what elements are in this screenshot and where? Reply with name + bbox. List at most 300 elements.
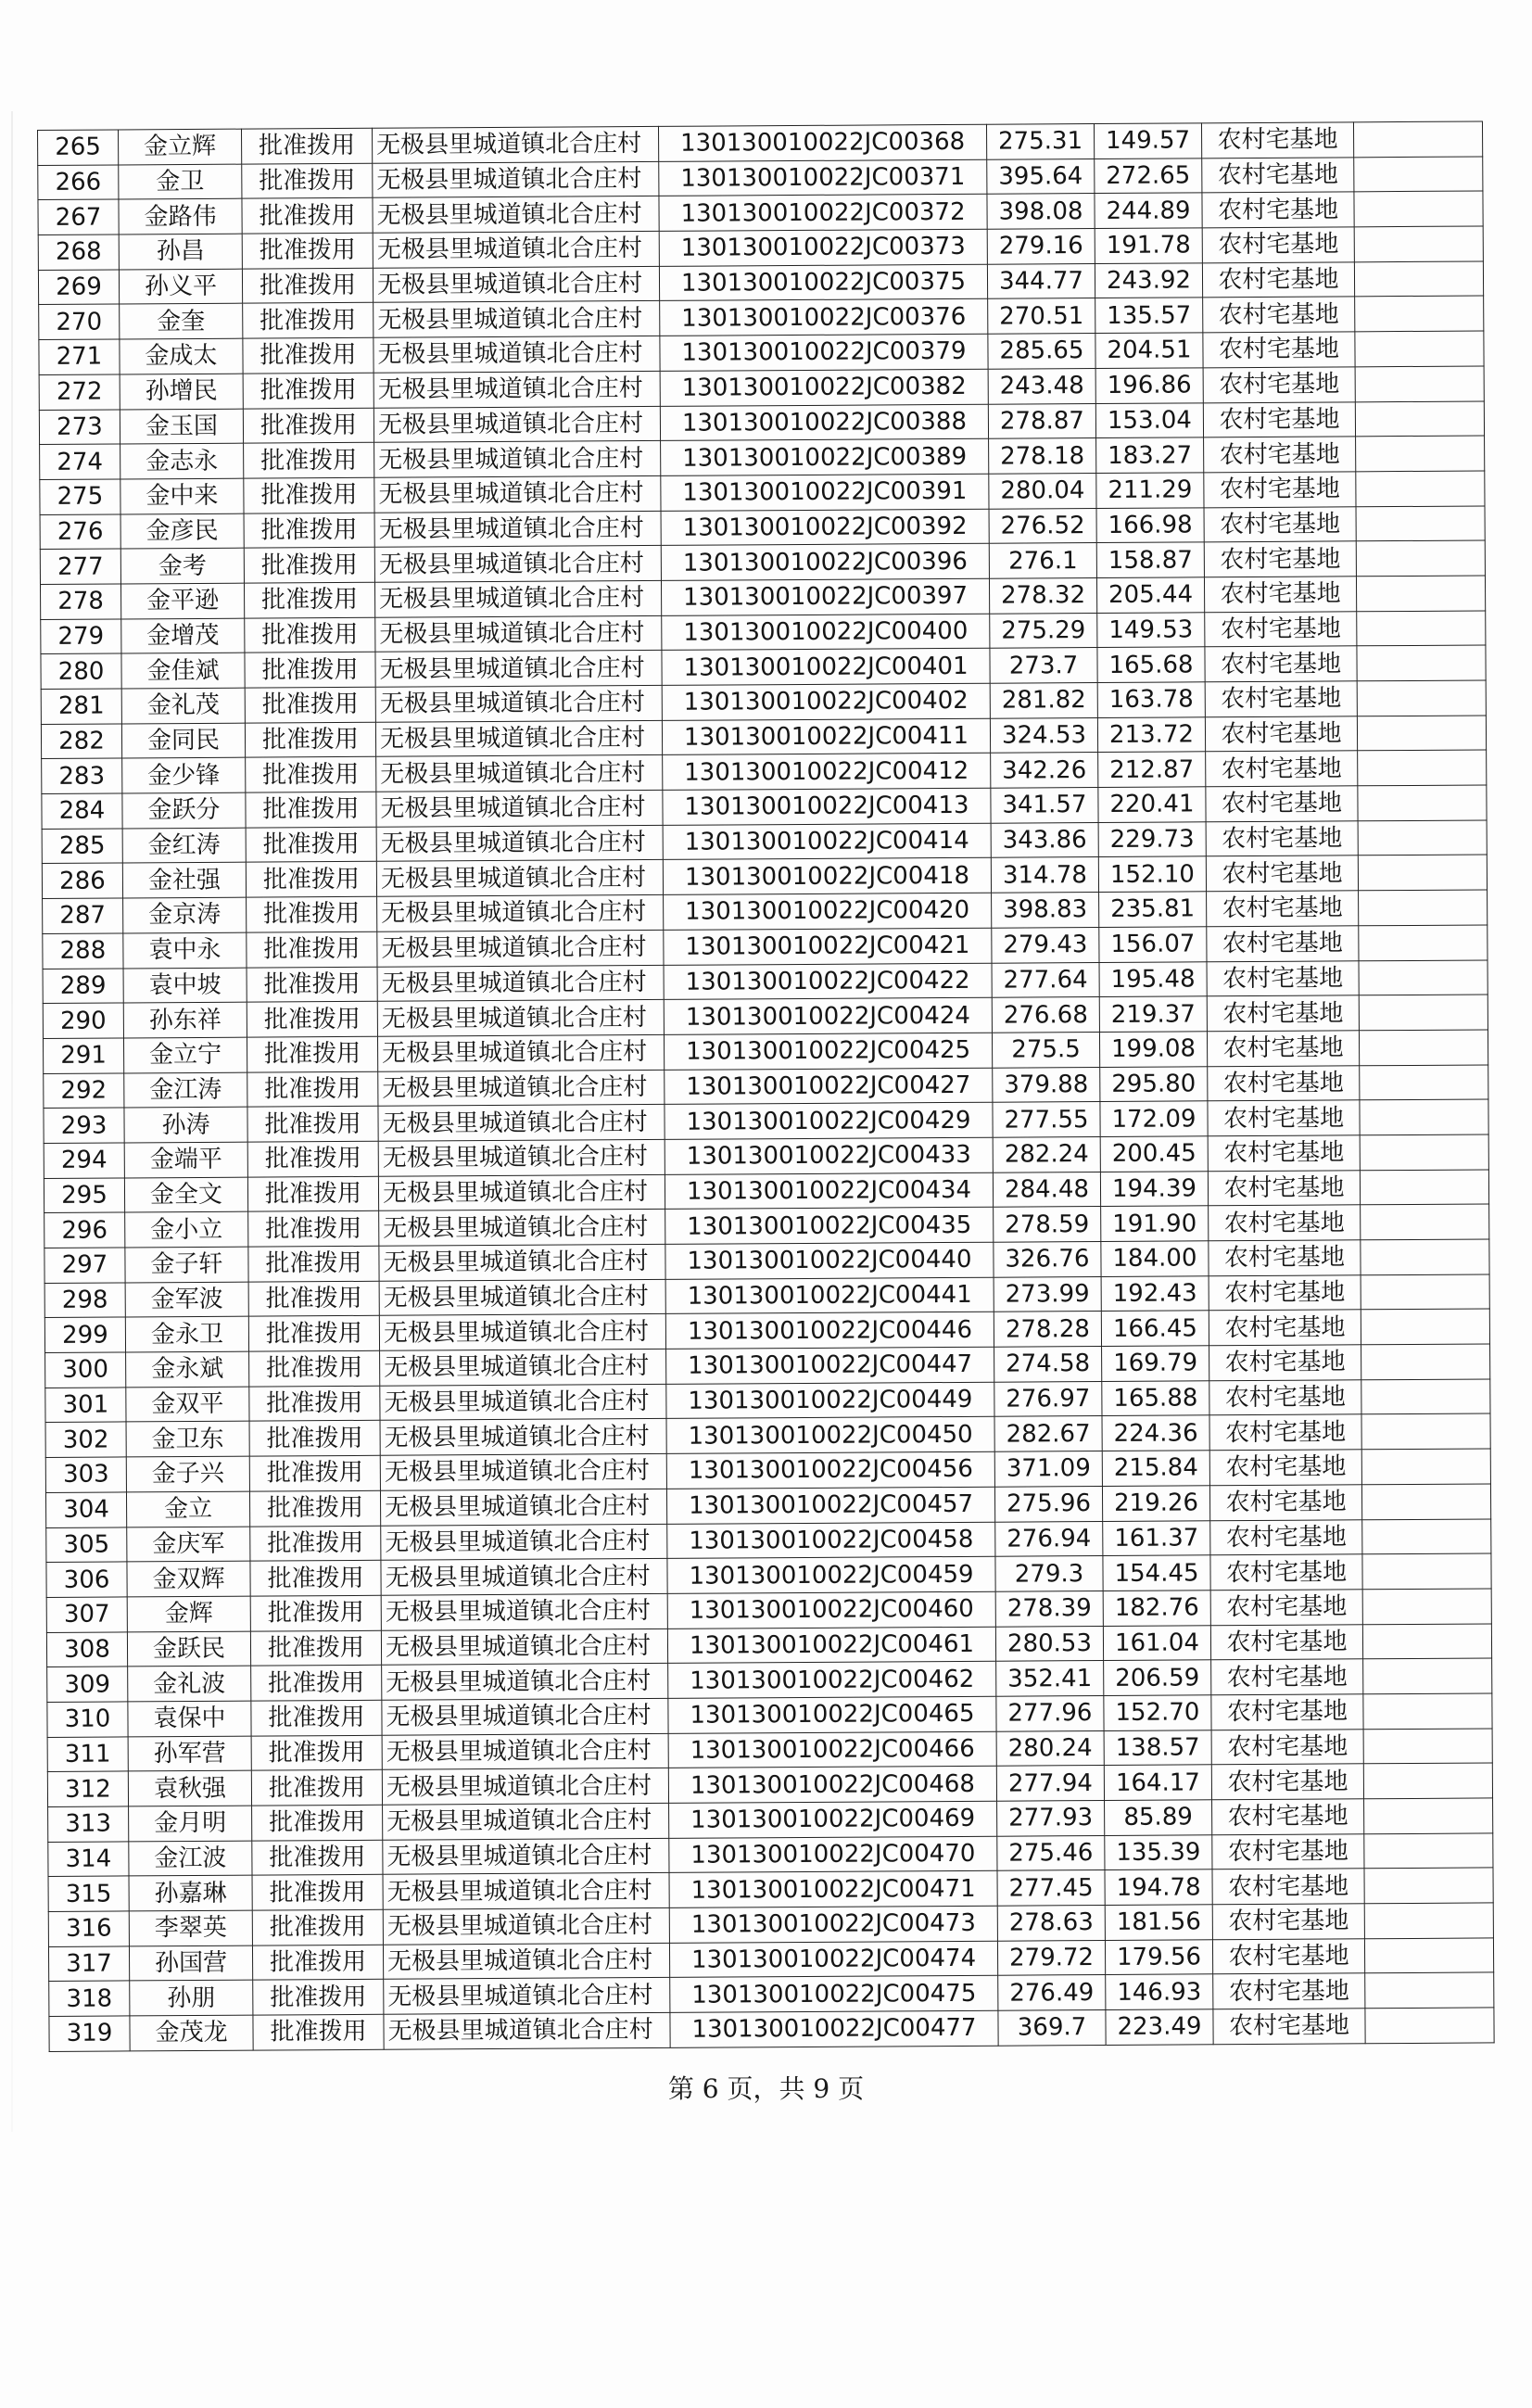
building-area-cell: 229.73: [1098, 822, 1206, 857]
building-area-cell: 206.59: [1104, 1660, 1211, 1695]
land-use-cell: 农村宅基地: [1212, 1799, 1364, 1835]
blank-cell: [1356, 506, 1485, 542]
approval-type-cell: 批准拨用: [249, 1350, 380, 1387]
approval-type-cell: 批准拨用: [253, 2014, 384, 2050]
land-use-cell: 农村宅基地: [1209, 1485, 1361, 1521]
building-area-cell: 200.45: [1100, 1136, 1208, 1172]
row-number-cell: 308: [46, 1631, 127, 1667]
land-use-cell: 农村宅基地: [1211, 1729, 1363, 1765]
row-number-cell: 272: [39, 374, 120, 410]
building-area-cell: 195.48: [1099, 961, 1207, 996]
building-area-cell: 204.51: [1095, 333, 1203, 368]
building-area-cell: 191.90: [1101, 1206, 1209, 1241]
building-area-cell: 153.04: [1095, 402, 1203, 437]
blank-cell: [1355, 400, 1484, 437]
parcel-location-cell: 无极县里城道镇北合庄村: [375, 720, 662, 757]
registry-table-body: [38, 121, 1495, 2051]
row-number-cell: 278: [40, 584, 120, 619]
parcel-code-cell: 130130010022JC00396: [661, 543, 989, 580]
parcel-code-cell: 130130010022JC00441: [665, 1277, 994, 1314]
blank-cell: [1360, 1065, 1488, 1101]
parcel-location-cell: 无极县里城道镇北合庄村: [380, 1349, 666, 1386]
building-area-cell: 205.44: [1096, 577, 1204, 613]
parcel-code-cell: 130130010022JC00422: [664, 963, 992, 1000]
parcel-code-cell: 130130010022JC00471: [669, 1871, 997, 1908]
building-area-cell: 161.37: [1103, 1520, 1210, 1555]
owner-name-cell: 孙涛: [124, 1107, 247, 1142]
owner-name-cell: 金京涛: [123, 897, 247, 932]
land-area-cell: 277.94: [996, 1766, 1104, 1801]
building-area-cell: 191.78: [1095, 228, 1202, 263]
land-use-cell: 农村宅基地: [1202, 192, 1354, 228]
building-area-cell: 194.78: [1105, 1869, 1212, 1905]
land-area-cell: 270.51: [988, 298, 1095, 334]
owner-name-cell: 孙朋: [130, 1981, 253, 2016]
blank-cell: [1358, 820, 1487, 856]
land-area-cell: 343.86: [991, 822, 1098, 857]
blank-cell: [1364, 1938, 1493, 1974]
approval-type-cell: 批准拨用: [252, 1945, 383, 1981]
parcel-code-cell: 130130010022JC00388: [660, 404, 988, 441]
parcel-location-cell: 无极县里城道镇北合庄村: [373, 266, 659, 303]
parcel-location-cell: 无极县里城道镇北合庄村: [373, 231, 659, 268]
parcel-code-cell: 130130010022JC00465: [668, 1696, 996, 1733]
building-area-cell: 149.53: [1097, 612, 1205, 647]
blank-cell: [1357, 611, 1486, 647]
land-use-cell: 农村宅基地: [1204, 541, 1356, 577]
land-area-cell: 277.45: [997, 1870, 1105, 1906]
row-number-cell: 315: [48, 1876, 129, 1911]
building-area-cell: 158.87: [1096, 542, 1204, 577]
land-use-cell: 农村宅基地: [1208, 1170, 1360, 1206]
blank-cell: [1354, 261, 1483, 298]
approval-type-cell: 批准拨用: [243, 408, 374, 444]
owner-name-cell: 金江涛: [124, 1072, 247, 1108]
parcel-location-cell: 无极县里城道镇北合庄村: [378, 1105, 665, 1142]
parcel-location-cell: 无极县里城道镇北合庄村: [380, 1384, 666, 1421]
owner-name-cell: 孙军营: [128, 1736, 251, 1771]
approval-type-cell: 批准拨用: [248, 1281, 379, 1317]
parcel-location-cell: 无极县里城道镇北合庄村: [384, 2012, 670, 2049]
row-number-cell: 299: [44, 1317, 125, 1352]
blank-cell: [1364, 1868, 1493, 1904]
land-area-cell: 274.58: [994, 1347, 1102, 1382]
parcel-location-cell: 无极县里城道镇北合庄村: [380, 1454, 666, 1491]
row-number-cell: 276: [40, 514, 120, 550]
land-area-cell: 280.53: [995, 1626, 1103, 1661]
parcel-location-cell: 无极县里城道镇北合庄村: [374, 371, 660, 408]
row-number-cell: 309: [47, 1667, 128, 1702]
land-use-cell: 农村宅基地: [1209, 1310, 1361, 1346]
building-area-cell: 182.76: [1103, 1591, 1210, 1626]
approval-type-cell: 批准拨用: [247, 1001, 377, 1037]
building-area-cell: 146.93: [1106, 1974, 1213, 2009]
blank-cell: [1361, 1204, 1489, 1240]
land-area-cell: 276.49: [998, 1975, 1106, 2010]
land-area-cell: 275.46: [997, 1835, 1105, 1870]
land-use-cell: 农村宅基地: [1212, 1939, 1364, 1975]
blank-cell: [1357, 645, 1486, 681]
approval-type-cell: 批准拨用: [248, 1211, 379, 1248]
row-number-cell: 266: [38, 165, 119, 200]
parcel-location-cell: 无极县里城道镇北合庄村: [374, 475, 661, 513]
approval-type-cell: 批准拨用: [247, 1036, 377, 1072]
land-use-cell: 农村宅基地: [1213, 2009, 1365, 2045]
land-use-cell: 农村宅基地: [1203, 297, 1355, 333]
blank-cell: [1355, 331, 1484, 367]
building-area-cell: 212.87: [1098, 752, 1206, 787]
building-area-cell: 149.57: [1094, 123, 1201, 158]
approval-type-cell: 批准拨用: [245, 617, 375, 653]
building-area-cell: 199.08: [1099, 1032, 1207, 1067]
parcel-code-cell: 130130010022JC00473: [669, 1906, 997, 1943]
approval-type-cell: 批准拨用: [242, 233, 373, 269]
land-use-cell: 农村宅基地: [1206, 751, 1358, 787]
blank-cell: [1362, 1518, 1491, 1554]
parcel-location-cell: 无极县里城道镇北合庄村: [376, 860, 663, 897]
approval-type-cell: 批准拨用: [245, 687, 375, 723]
building-area-cell: 166.98: [1096, 507, 1204, 542]
land-area-cell: 342.26: [991, 753, 1098, 788]
owner-name-cell: 袁中坡: [123, 968, 247, 1003]
owner-name-cell: 金礼波: [128, 1666, 251, 1701]
building-area-cell: 164.17: [1104, 1765, 1211, 1800]
blank-cell: [1358, 750, 1487, 786]
row-number-cell: 296: [44, 1212, 125, 1248]
blank-cell: [1359, 925, 1488, 961]
building-area-cell: 223.49: [1106, 2009, 1213, 2045]
land-area-cell: 279.72: [997, 1940, 1105, 1975]
land-area-cell: 275.31: [986, 124, 1094, 159]
land-area-cell: 277.55: [993, 1102, 1100, 1137]
row-number-cell: 279: [41, 619, 121, 654]
owner-name-cell: 金社强: [122, 863, 246, 898]
owner-name-cell: 金同民: [121, 723, 245, 758]
owner-name-cell: 金立: [126, 1491, 249, 1527]
land-use-cell: 农村宅基地: [1203, 332, 1355, 368]
parcel-code-cell: 130130010022JC00400: [662, 614, 990, 651]
parcel-code-cell: 130130010022JC00413: [663, 788, 991, 825]
parcel-code-cell: 130130010022JC00368: [658, 124, 986, 161]
building-area-cell: 163.78: [1097, 682, 1205, 717]
owner-name-cell: 金卫东: [126, 1422, 249, 1457]
row-number-cell: 306: [46, 1562, 127, 1597]
row-number-cell: 314: [48, 1842, 129, 1877]
row-number-cell: 295: [44, 1178, 124, 1213]
row-number-cell: 268: [38, 234, 119, 270]
owner-name-cell: 孙义平: [119, 269, 242, 304]
parcel-location-cell: 无极县里城道镇北合庄村: [381, 1559, 667, 1596]
land-use-cell: 农村宅基地: [1204, 472, 1356, 508]
approval-type-cell: 批准拨用: [247, 1141, 378, 1177]
owner-name-cell: 金志永: [120, 443, 244, 478]
parcel-location-cell: 无极县里城道镇北合庄村: [375, 685, 662, 722]
row-number-cell: 300: [45, 1352, 126, 1388]
owner-name-cell: 金双平: [126, 1387, 249, 1422]
land-use-cell: 农村宅基地: [1203, 401, 1355, 437]
land-use-cell: 农村宅基地: [1205, 611, 1357, 647]
row-number-cell: 273: [39, 409, 120, 444]
owner-name-cell: 金跃分: [122, 792, 246, 828]
row-number-cell: 270: [39, 304, 120, 339]
owner-name-cell: 金辉: [127, 1596, 250, 1631]
owner-name-cell: 金中来: [120, 478, 244, 513]
approval-type-cell: 批准拨用: [244, 477, 374, 513]
approval-type-cell: 批准拨用: [244, 513, 374, 549]
blank-cell: [1359, 959, 1488, 995]
owner-name-cell: 金月明: [129, 1806, 252, 1841]
parcel-location-cell: 无极县里城道镇北合庄村: [377, 895, 664, 932]
parcel-location-cell: 无极县里城道镇北合庄村: [378, 1070, 665, 1107]
parcel-location-cell: 无极县里城道镇北合庄村: [373, 196, 659, 234]
parcel-location-cell: 无极县里城道镇北合庄村: [383, 1838, 669, 1875]
approval-type-cell: 批准拨用: [242, 163, 373, 199]
approval-type-cell: 批准拨用: [252, 1909, 383, 1945]
building-area-cell: 295.80: [1100, 1066, 1208, 1101]
owner-name-cell: 金佳斌: [121, 653, 245, 688]
parcel-code-cell: 130130010022JC00459: [667, 1556, 995, 1593]
parcel-code-cell: 130130010022JC00412: [663, 754, 991, 791]
approval-type-cell: 批准拨用: [246, 862, 376, 898]
blank-cell: [1363, 1693, 1492, 1730]
land-area-cell: 273.99: [994, 1276, 1101, 1312]
approval-type-cell: 批准拨用: [251, 1666, 382, 1702]
blank-cell: [1356, 471, 1485, 507]
building-area-cell: 172.09: [1100, 1101, 1208, 1136]
land-use-cell: 农村宅基地: [1202, 262, 1354, 298]
land-area-cell: 277.93: [997, 1800, 1105, 1835]
parcel-code-cell: 130130010022JC00466: [668, 1731, 996, 1768]
page-number-footer: 第 6 页，共 9 页: [667, 2073, 865, 2104]
building-area-cell: 184.00: [1101, 1241, 1209, 1276]
approval-type-cell: 批准拨用: [244, 582, 374, 618]
land-use-cell: 农村宅基地: [1212, 1869, 1364, 1905]
parcel-code-cell: 130130010022JC00468: [668, 1767, 996, 1804]
land-registry-table: [37, 120, 1495, 2051]
row-number-cell: 287: [43, 898, 123, 933]
owner-name-cell: 金成太: [120, 338, 243, 374]
owner-name-cell: 孙昌: [119, 234, 242, 269]
approval-type-cell: 批准拨用: [248, 1316, 379, 1352]
land-area-cell: 276.68: [992, 997, 1099, 1033]
land-area-cell: 279.3: [995, 1556, 1103, 1591]
approval-type-cell: 批准拨用: [249, 1455, 380, 1491]
land-use-cell: 农村宅基地: [1202, 158, 1354, 194]
parcel-code-cell: 130130010022JC00458: [667, 1522, 995, 1559]
blank-cell: [1364, 1903, 1493, 1939]
parcel-location-cell: 无极县里城道镇北合庄村: [374, 441, 661, 478]
land-area-cell: 278.87: [988, 403, 1095, 438]
building-area-cell: 244.89: [1095, 193, 1202, 228]
land-use-cell: 农村宅基地: [1205, 646, 1357, 682]
parcel-location-cell: 无极县里城道镇北合庄村: [379, 1210, 665, 1247]
blank-cell: [1358, 785, 1487, 821]
land-area-cell: 398.83: [992, 893, 1099, 928]
land-use-cell: 农村宅基地: [1209, 1274, 1361, 1311]
land-use-cell: 农村宅基地: [1204, 506, 1356, 542]
blank-cell: [1354, 157, 1483, 193]
row-number-cell: 301: [45, 1388, 126, 1423]
building-area-cell: 161.04: [1103, 1625, 1210, 1660]
land-use-cell: 农村宅基地: [1207, 1031, 1359, 1067]
row-number-cell: 290: [43, 1003, 123, 1038]
building-area-cell: 220.41: [1098, 787, 1206, 822]
land-area-cell: 275.29: [990, 613, 1097, 648]
blank-cell: [1365, 2008, 1494, 2044]
building-area-cell: 219.26: [1102, 1486, 1209, 1521]
parcel-code-cell: 130130010022JC00429: [665, 1102, 993, 1139]
parcel-code-cell: 130130010022JC00379: [660, 334, 988, 371]
land-use-cell: 农村宅基地: [1205, 716, 1357, 752]
land-area-cell: 395.64: [987, 158, 1095, 194]
land-use-cell: 农村宅基地: [1212, 1904, 1364, 1940]
row-number-cell: 293: [44, 1108, 124, 1143]
owner-name-cell: 金端平: [124, 1142, 247, 1177]
parcel-code-cell: 130130010022JC00433: [665, 1137, 993, 1174]
blank-cell: [1357, 716, 1486, 752]
owner-name-cell: 金永卫: [125, 1317, 248, 1352]
land-area-cell: 279.43: [992, 927, 1099, 962]
row-number-cell: 288: [43, 933, 123, 969]
parcel-code-cell: 130130010022JC00457: [666, 1487, 994, 1524]
blank-cell: [1359, 1030, 1488, 1066]
parcel-code-cell: 130130010022JC00375: [659, 264, 987, 301]
building-area-cell: 196.86: [1095, 368, 1203, 403]
parcel-code-cell: 130130010022JC00371: [659, 159, 987, 196]
row-number-cell: 271: [39, 339, 120, 374]
parcel-code-cell: 130130010022JC00470: [669, 1836, 997, 1873]
approval-type-cell: 批准拨用: [251, 1700, 382, 1736]
land-area-cell: 281.82: [990, 683, 1097, 718]
land-use-cell: 农村宅基地: [1211, 1694, 1363, 1730]
approval-type-cell: 批准拨用: [250, 1595, 381, 1631]
land-area-cell: 379.88: [993, 1067, 1100, 1102]
land-area-cell: 371.09: [994, 1451, 1102, 1487]
parcel-location-cell: 无极县里城道镇北合庄村: [379, 1244, 665, 1281]
land-area-cell: 278.63: [997, 1906, 1105, 1941]
owner-name-cell: 孙国营: [129, 1945, 252, 1981]
blank-cell: [1361, 1449, 1490, 1485]
approval-type-cell: 批准拨用: [250, 1526, 381, 1562]
parcel-code-cell: 130130010022JC00461: [667, 1627, 995, 1664]
blank-cell: [1362, 1553, 1491, 1590]
owner-name-cell: 李翠英: [129, 1910, 252, 1945]
land-area-cell: 344.77: [987, 263, 1095, 298]
approval-type-cell: 批准拨用: [250, 1560, 381, 1596]
land-use-cell: 农村宅基地: [1207, 995, 1359, 1032]
land-use-cell: 农村宅基地: [1207, 960, 1359, 996]
land-use-cell: 农村宅基地: [1213, 1973, 1365, 2009]
approval-type-cell: 批准拨用: [248, 1246, 379, 1282]
owner-name-cell: 金平逊: [120, 583, 244, 618]
land-area-cell: 282.24: [993, 1136, 1100, 1172]
owner-name-cell: 孙嘉琳: [129, 1875, 252, 1910]
owner-name-cell: 金礼茂: [121, 688, 245, 723]
land-area-cell: 243.48: [988, 368, 1095, 403]
land-area-cell: 352.41: [996, 1661, 1104, 1696]
row-number-cell: 303: [45, 1457, 126, 1492]
owner-name-cell: 金小立: [125, 1211, 248, 1247]
parcel-location-cell: 无极县里城道镇北合庄村: [377, 930, 664, 967]
blank-cell: [1361, 1413, 1490, 1450]
parcel-location-cell: 无极县里城道镇北合庄村: [372, 126, 658, 163]
approval-type-cell: 批准拨用: [241, 128, 372, 164]
owner-name-cell: 金永斌: [126, 1351, 249, 1387]
blank-cell: [1353, 121, 1482, 158]
parcel-code-cell: 130130010022JC00373: [659, 229, 987, 266]
approval-type-cell: 批准拨用: [249, 1386, 380, 1422]
approval-type-cell: 批准拨用: [242, 268, 373, 304]
owner-name-cell: 金增茂: [121, 618, 245, 653]
land-area-cell: 275.5: [992, 1032, 1099, 1067]
blank-cell: [1360, 1099, 1488, 1135]
parcel-code-cell: 130130010022JC00401: [662, 649, 990, 686]
building-area-cell: 213.72: [1097, 717, 1205, 753]
owner-name-cell: 金庆军: [127, 1527, 250, 1562]
land-use-cell: 农村宅基地: [1208, 1135, 1360, 1172]
parcel-location-cell: 无极县里城道镇北合庄村: [381, 1629, 667, 1666]
blank-cell: [1362, 1589, 1491, 1625]
owner-name-cell: 金立宁: [123, 1037, 247, 1072]
parcel-code-cell: 130130010022JC00411: [662, 718, 990, 755]
parcel-location-cell: 无极县里城道镇北合庄村: [384, 1978, 670, 2015]
blank-cell: [1365, 1972, 1494, 2009]
building-area-cell: 166.45: [1101, 1311, 1209, 1346]
blank-cell: [1359, 995, 1488, 1031]
parcel-code-cell: 130130010022JC00449: [666, 1382, 994, 1419]
building-area-cell: 135.39: [1105, 1834, 1212, 1869]
approval-type-cell: 批准拨用: [246, 827, 376, 863]
parcel-code-cell: 130130010022JC00418: [663, 858, 991, 895]
parcel-location-cell: 无极县里城道镇北合庄村: [374, 546, 661, 583]
approval-type-cell: 批准拨用: [253, 1980, 384, 2016]
blank-cell: [1356, 540, 1485, 577]
land-use-cell: 农村宅基地: [1206, 786, 1358, 822]
building-area-cell: 169.79: [1102, 1346, 1209, 1381]
land-area-cell: 276.52: [989, 508, 1096, 543]
parcel-location-cell: 无极县里城道镇北合庄村: [375, 615, 662, 653]
row-number-cell: 265: [38, 130, 119, 165]
land-use-cell: 农村宅基地: [1210, 1624, 1362, 1660]
approval-type-cell: 批准拨用: [249, 1421, 380, 1457]
land-use-cell: 农村宅基地: [1210, 1519, 1362, 1555]
parcel-code-cell: 130130010022JC00402: [662, 683, 990, 720]
owner-name-cell: 金跃民: [127, 1631, 250, 1667]
approval-type-cell: 批准拨用: [252, 1805, 383, 1841]
parcel-code-cell: 130130010022JC00447: [666, 1347, 994, 1384]
parcel-location-cell: 无极县里城道镇北合庄村: [383, 1873, 669, 1910]
parcel-location-cell: 无极县里城道镇北合庄村: [380, 1489, 666, 1526]
building-area-cell: 154.45: [1103, 1555, 1210, 1591]
building-area-cell: 181.56: [1105, 1905, 1212, 1940]
building-area-cell: 156.07: [1099, 927, 1207, 962]
blank-cell: [1359, 890, 1488, 926]
parcel-location-cell: 无极县里城道镇北合庄村: [381, 1524, 667, 1561]
land-use-cell: 农村宅基地: [1210, 1590, 1362, 1626]
land-area-cell: 279.16: [987, 229, 1095, 264]
land-area-cell: 280.04: [989, 473, 1096, 508]
owner-name-cell: 袁保中: [128, 1701, 251, 1736]
owner-name-cell: 金双辉: [127, 1561, 250, 1596]
land-area-cell: 285.65: [988, 334, 1095, 369]
owner-name-cell: 金路伟: [119, 199, 242, 234]
building-area-cell: 215.84: [1102, 1451, 1209, 1486]
row-number-cell: 289: [43, 968, 123, 1003]
blank-cell: [1358, 855, 1487, 891]
approval-type-cell: 批准拨用: [245, 653, 375, 689]
land-use-cell: 农村宅基地: [1211, 1659, 1363, 1695]
land-area-cell: 398.08: [987, 194, 1095, 229]
